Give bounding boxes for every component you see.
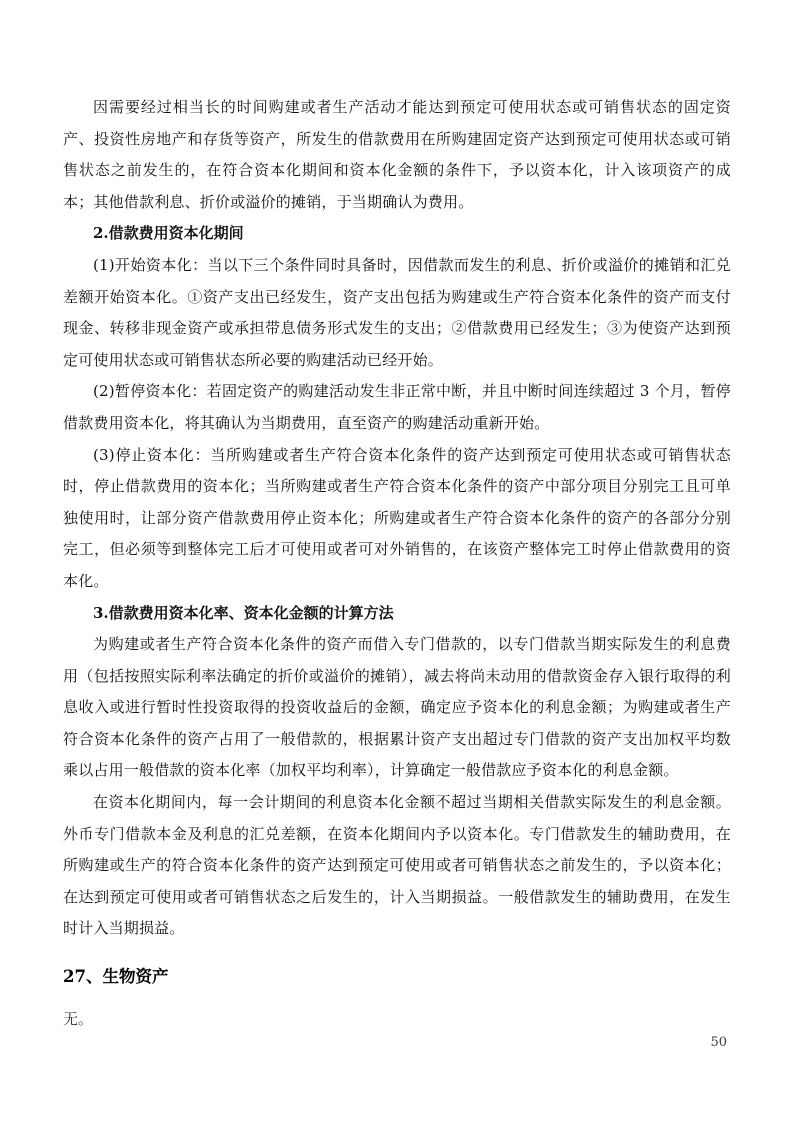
paragraph-cease-capitalization: (3)停止资本化：当所购建或者生产符合资本化条件的资产达到预定可使用状态或可销售状态时，停止借款费用的资本化；当所购建或者生产符合资本化条件的资产中部分项目分别完工且可单独使用时，让部分资产借款费用停止资本化；所购建或者生产符合资本化条件的资产的各部分分别完工，但必须等到整体完工后才可使用或者可对外销售的，在该资产整体完工时停止借款费用的资本化。 [63, 445, 731, 590]
paragraph-start-capitalization: (1)开始资本化：当以下三个条件同时具备时，因借款而发生的利息、折价或溢价的摊销和汇兑差额开始资本化。①资产支出已经发生，资产支出包括为购建或生产符合资本化条件的资产而支付现金、转移非现金资产或承担带息债务形式发生的支出；②借款费用已经发生；③为使资产达到预定可使用状态或可销售状态所必要的购建活动已经开始。 [63, 255, 731, 369]
paragraph-suspend-capitalization: (2)暂停资本化：若固定资产的购建活动发生非正常中断，并且中断时间连续超过 3 个月，暂停借款费用资本化，将其确认为当期费用，直至资产的购建活动重新开始。 [63, 382, 731, 432]
heading-capitalization-rate-method: 3.借款费用资本化率、资本化金额的计算方法 [93, 603, 394, 622]
heading-capitalization-period: 2.借款费用资本化期间 [93, 224, 244, 243]
paragraph-specific-borrowing-calculation: 为购建或者生产符合资本化条件的资产而借入专门借款的，以专门借款当期实际发生的利息费用（包括按照实际利率法确定的折价或溢价的摊销），减去将尚未动用的借款资金存入银行取得的利息收入或进行暂时性投资取得的投资收益后的金额，确定应予资本化的利息金额；为购建或者生产符合资本化条件的资产占用了一般借款的，根据累计资产支出超过专门借款的资产支出加权平均数乘以占用一般借款的资本化率（加权平均利率），计算确定一般借款应予资本化的利息金额。 [63, 635, 731, 780]
document-body [63, 92, 731, 1036]
paragraph-borrowing-costs-policy: 因需要经过相当长的时间购建或者生产活动才能达到预定可使用状态或可销售状态的固定资产、投资性房地产和存货等资产，所发生的借款费用在所购建固定资产达到预定可使用状态或可销售状态之前发生的，在符合资本化期间和资本化金额的条件下，予以资本化，计入该项资产的成本；其他借款利息、折价或溢价的摊销，于当期确认为费用。 [63, 98, 731, 211]
paragraph-capitalization-limits: 在资本化期间内，每一会计期间的利息资本化金额不超过当期相关借款实际发生的利息金额。外币专门借款本金及利息的汇兑差额，在资本化期间内予以资本化。专门借款发生的辅助费用，在所购建或生产的符合资本化条件的资产达到预定可使用或者可销售状态之前发生的，予以资本化；在达到预定可使用或者可销售状态之后发生的，计入当期损益。一般借款发生的辅助费用，在发生时计入当期损益。 [63, 793, 731, 938]
page-number: 50 [710, 1035, 727, 1050]
heading-biological-assets: 27、生物资产 [63, 967, 169, 987]
paragraph-biological-assets-none: 无。 [63, 1010, 94, 1029]
